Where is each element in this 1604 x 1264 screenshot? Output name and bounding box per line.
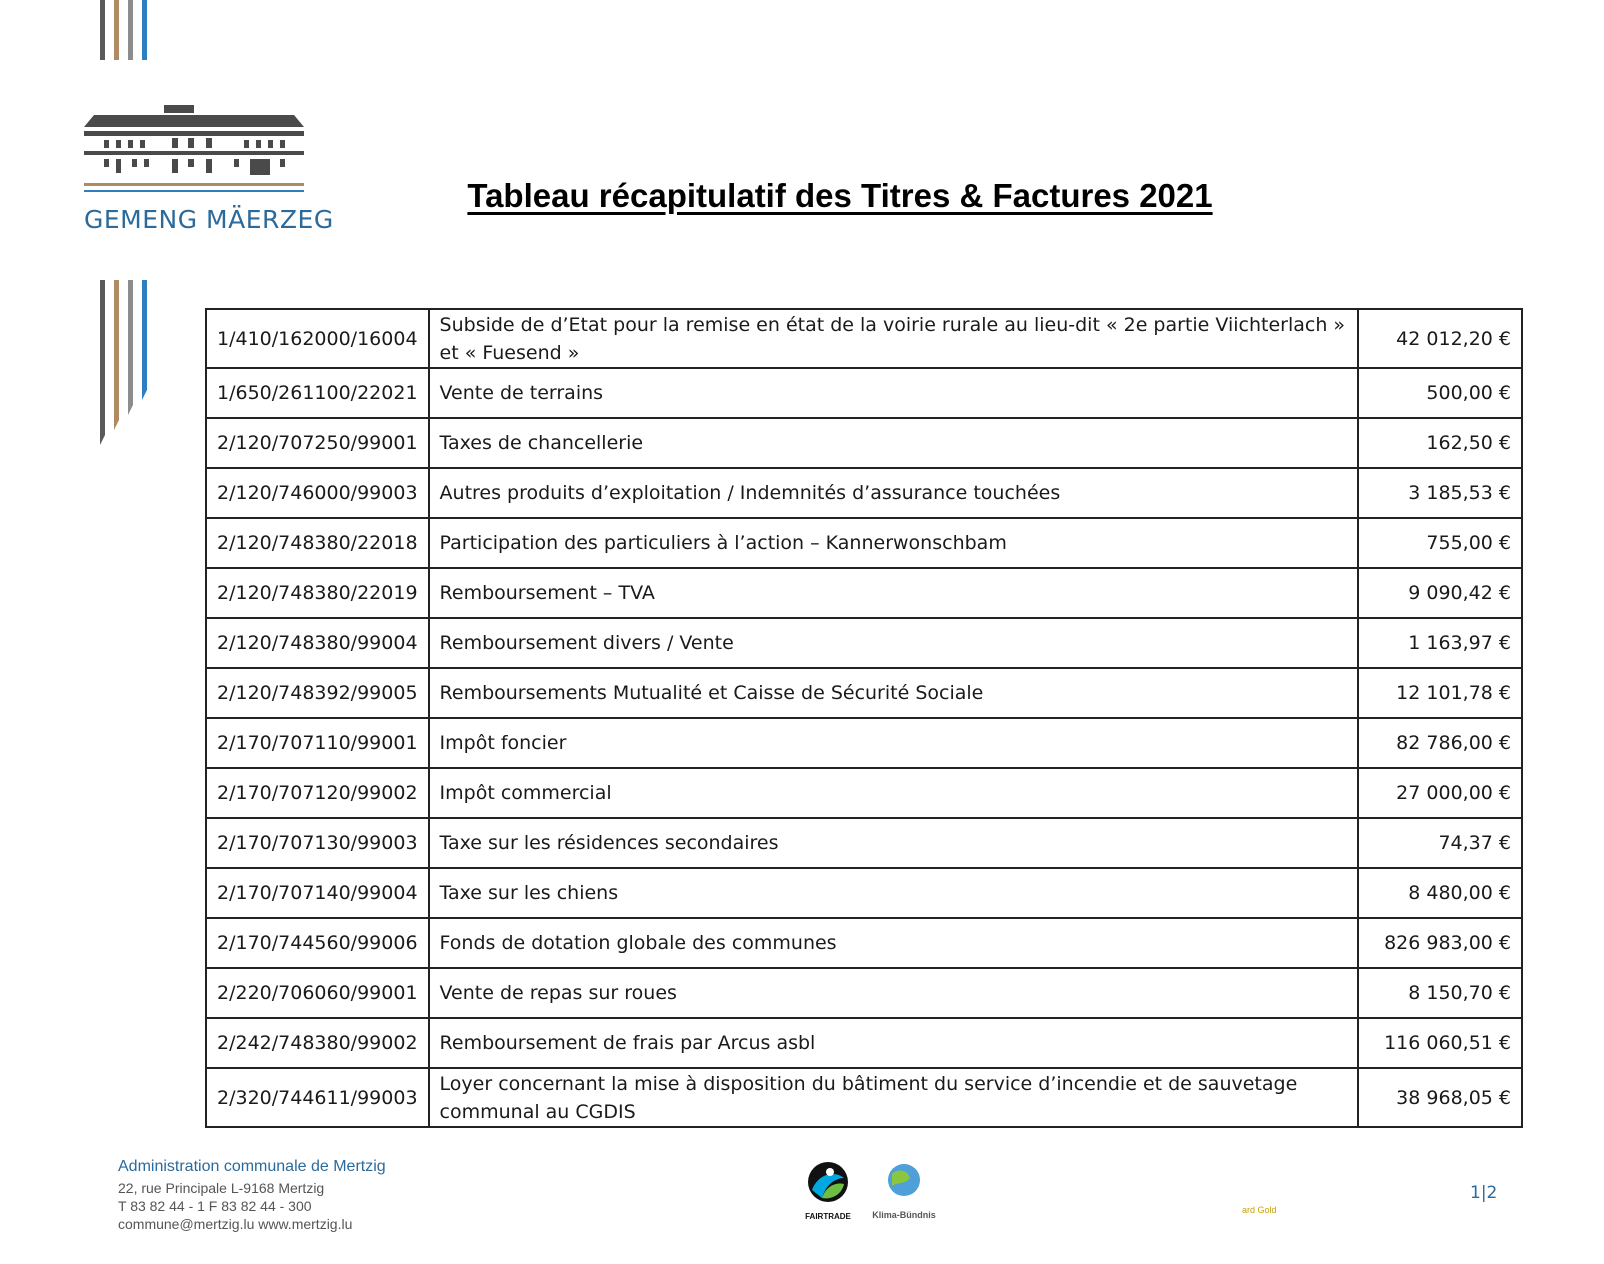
cell-amount: 8 150,70 €: [1358, 968, 1522, 1018]
cell-code: 2/120/748380/22018: [206, 518, 429, 568]
table-row: [206, 918, 1522, 968]
cell-amount: 9 090,42 €: [1358, 568, 1522, 618]
cell-code: 1/650/261100/22021: [206, 368, 429, 418]
table-row: [206, 418, 1522, 468]
cell-label: Remboursements Mutualité et Caisse de Sécurité Sociale: [429, 668, 1358, 718]
cell-code: 2/170/707140/99004: [206, 868, 429, 918]
table-row: [206, 518, 1522, 568]
cell-amount: 27 000,00 €: [1358, 768, 1522, 818]
cell-label: Taxe sur les chiens: [429, 868, 1358, 918]
table-row: [206, 668, 1522, 718]
cell-amount: 162,50 €: [1358, 418, 1522, 468]
cell-code: 2/120/748380/99004: [206, 618, 429, 668]
cell-label: Remboursement divers / Vente: [429, 618, 1358, 668]
page-number: 1|2: [1470, 1183, 1498, 1203]
table-row: [206, 868, 1522, 918]
cell-label: Remboursement de frais par Arcus asbl: [429, 1018, 1358, 1068]
table-row: [206, 1068, 1522, 1127]
cell-amount: 116 060,51 €: [1358, 1018, 1522, 1068]
decorative-stripes-top: [100, 0, 152, 60]
cell-amount: 3 185,53 €: [1358, 468, 1522, 518]
table-row: [206, 568, 1522, 618]
cell-code: 2/170/744560/99006: [206, 918, 429, 968]
cell-code: 2/320/744611/99003: [206, 1068, 429, 1127]
cell-amount: 1 163,97 €: [1358, 618, 1522, 668]
table-row: [206, 618, 1522, 668]
table-row: [206, 818, 1522, 868]
cell-label: Taxe sur les résidences secondaires: [429, 818, 1358, 868]
town-hall-icon: [84, 105, 304, 200]
cell-amount: 826 983,00 €: [1358, 918, 1522, 968]
cell-label: Vente de repas sur roues: [429, 968, 1358, 1018]
table-row: [206, 768, 1522, 818]
municipality-logo: [84, 105, 334, 240]
cell-amount: 38 968,05 €: [1358, 1068, 1522, 1127]
cell-code: 2/170/707120/99002: [206, 768, 429, 818]
footer-contact: commune@mertzig.lu www.mertzig.lu: [118, 1216, 353, 1232]
cell-label: Taxes de chancellerie: [429, 418, 1358, 468]
cell-label: Impôt commercial: [429, 768, 1358, 818]
table-row: [206, 1018, 1522, 1068]
fairtrade-logo: [800, 1160, 856, 1222]
footer-org-name: Administration communale de Mertzig: [118, 1158, 386, 1175]
cell-amount: 755,00 €: [1358, 518, 1522, 568]
table-row: [206, 468, 1522, 518]
decorative-stripes-left: [100, 280, 152, 450]
cell-code: 2/170/707110/99001: [206, 718, 429, 768]
cell-code: 2/120/748380/22019: [206, 568, 429, 618]
cell-label: Vente de terrains: [429, 368, 1358, 418]
table-row: [206, 968, 1522, 1018]
klima-label: Klima-Bündnis: [872, 1210, 936, 1220]
table-row: [206, 368, 1522, 418]
cell-amount: 82 786,00 €: [1358, 718, 1522, 768]
cell-code: 2/242/748380/99002: [206, 1018, 429, 1068]
certification-text: ard Gold: [1242, 1205, 1277, 1215]
cell-code: 2/170/707130/99003: [206, 818, 429, 868]
cell-label: Autres produits d’exploitation / Indemnités d’assurance touchées: [429, 468, 1358, 518]
cell-code: 1/410/162000/16004: [206, 309, 429, 368]
footer-address: [118, 1158, 386, 1233]
cell-code: 2/120/748392/99005: [206, 668, 429, 718]
cell-label: Fonds de dotation globale des communes: [429, 918, 1358, 968]
klima-buendnis-logo: [866, 1160, 946, 1222]
cell-code: 2/120/707250/99001: [206, 418, 429, 468]
cell-label: Participation des particuliers à l’action – Kannerwonschbam: [429, 518, 1358, 568]
cell-amount: 500,00 €: [1358, 368, 1522, 418]
cell-code: 2/220/706060/99001: [206, 968, 429, 1018]
table-row: [206, 309, 1522, 368]
municipality-name: GEMENG MÄERZEG: [84, 205, 334, 234]
cell-label: Subside de d’Etat pour la remise en état de la voirie rurale au lieu-dit « 2e partie Viichterlach » et « Fuesend »: [429, 309, 1358, 368]
cell-amount: 12 101,78 €: [1358, 668, 1522, 718]
cell-amount: 74,37 €: [1358, 818, 1522, 868]
cell-amount: 8 480,00 €: [1358, 868, 1522, 918]
cell-label: Loyer concernant la mise à disposition du bâtiment du service d’incendie et de sauvetage communal au CGDIS: [429, 1068, 1358, 1127]
fairtrade-label: FAIRTRADE: [805, 1212, 851, 1221]
cell-code: 2/120/746000/99003: [206, 468, 429, 518]
table-row: [206, 718, 1522, 768]
cell-amount: 42 012,20 €: [1358, 309, 1522, 368]
footer-phone: T 83 82 44 - 1 F 83 82 44 - 300: [118, 1198, 312, 1214]
summary-table: [205, 308, 1523, 1128]
cell-label: Impôt foncier: [429, 718, 1358, 768]
cell-label: Remboursement – TVA: [429, 568, 1358, 618]
footer-street: 22, rue Principale L-9168 Mertzig: [118, 1180, 325, 1196]
page-title: Tableau récapitulatif des Titres & Factures 2021: [467, 177, 1213, 215]
